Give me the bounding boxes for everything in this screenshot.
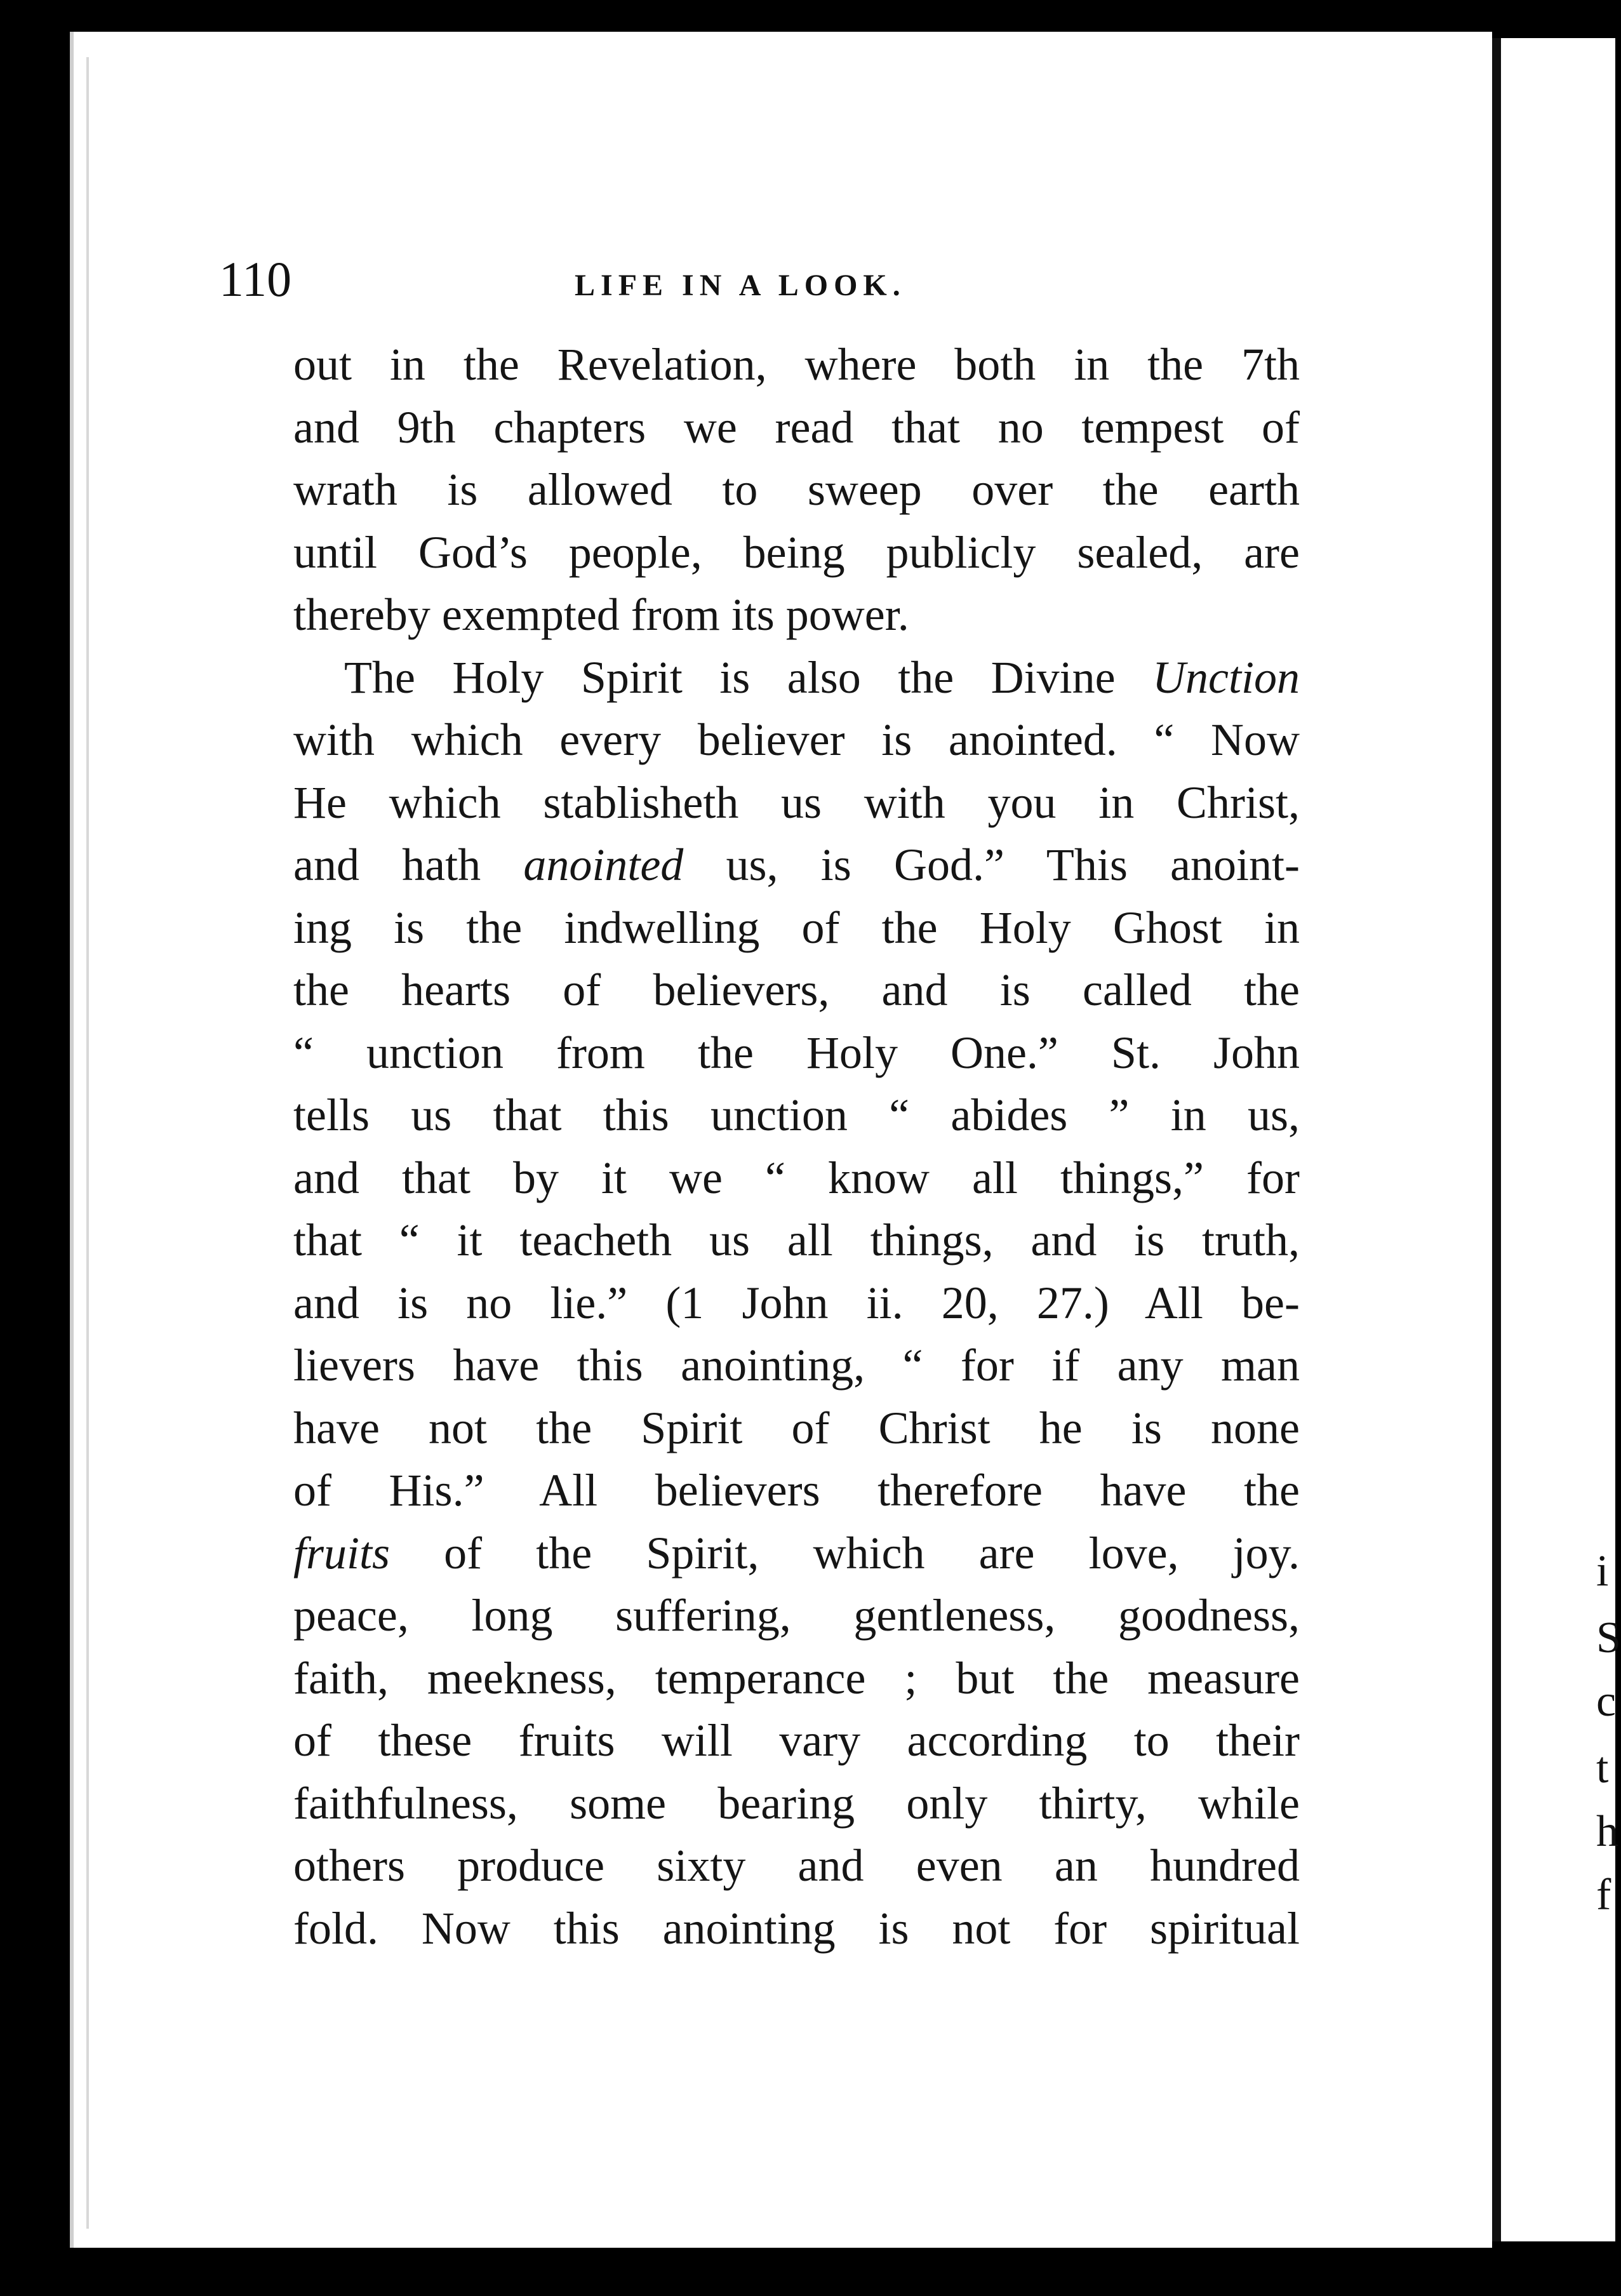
text-line: “ unction from the Holy One.” St. John (293, 1027, 1300, 1078)
text-line: thereby exempted from its power. (293, 589, 909, 640)
italic-word: Unction (1152, 651, 1300, 703)
italic-word: fruits (293, 1527, 390, 1578)
text-line: and 9th chapters we read that no tempest of (293, 401, 1300, 453)
text-line: that “ it teacheth us all things, and is truth, (293, 1215, 1300, 1265)
text-segment: The Holy Spirit is also the Divine (344, 651, 1153, 703)
text-line: the hearts of believers, and is called the (293, 964, 1300, 1015)
text-segment: us, is God.” This anoint- (683, 839, 1300, 890)
italic-word: anointed (523, 839, 684, 890)
text-segment: of the Spirit, which are love, joy. (390, 1527, 1300, 1578)
text-line: of His.” All believers therefore have the (293, 1465, 1300, 1516)
text-line: and is no lie.” (1 John ii. 20, 27.) All be- (293, 1277, 1300, 1328)
page-edge-line (86, 57, 89, 2229)
text-line (293, 834, 1300, 897)
text-line (293, 1522, 1300, 1585)
body-text (293, 333, 1300, 1959)
text-line: have not the Spirit of Christ he is none (293, 1402, 1300, 1453)
running-title: LIFE IN A LOOK. (575, 269, 906, 302)
next-page-letter: f (1596, 1871, 1611, 1919)
paragraph-2 (293, 646, 1300, 1960)
text-line: of these fruits will vary according to their (293, 1715, 1300, 1766)
text-line: out in the Revelation, where both in the 7th (293, 339, 1300, 390)
next-page-letter: i (1596, 1547, 1609, 1596)
text-line: peace, long suffering, gentleness, goodness, (293, 1590, 1300, 1641)
text-line: tells us that this unction “ abides ” in us, (293, 1090, 1300, 1140)
page-header (219, 241, 1298, 317)
text-line (293, 646, 1300, 709)
text-line: wrath is allowed to sweep over the earth (293, 464, 1300, 515)
paragraph-1 (293, 333, 1300, 646)
next-page-letter: c (1596, 1677, 1617, 1726)
text-line: others produce sixty and even an hundred (293, 1840, 1300, 1891)
next-page-letter: t (1596, 1744, 1609, 1792)
text-line: fold. Now this anointing is not for spiritual (293, 1902, 1300, 1954)
text-line: He which stablisheth us with you in Christ, (293, 777, 1300, 828)
next-page-edge (1492, 38, 1621, 2241)
page-number: 110 (219, 251, 292, 307)
text-line: with which every believer is anointed. “ Now (293, 714, 1300, 765)
text-line: and that by it we “ know all things,” for (293, 1152, 1300, 1203)
text-segment: and hath (293, 839, 524, 890)
text-line: lievers have this anointing, “ for if any man (293, 1340, 1300, 1391)
text-line: ing is the indwelling of the Holy Ghost in (293, 902, 1300, 953)
next-page-letter: S (1596, 1613, 1621, 1662)
next-page-letter: h (1596, 1807, 1618, 1856)
text-line: faith, meekness, temperance ; but the measure (293, 1652, 1300, 1704)
text-line: faithfulness, some bearing only thirty, while (293, 1777, 1300, 1829)
text-line: until God’s people, being publicly sealed, are (293, 526, 1300, 578)
